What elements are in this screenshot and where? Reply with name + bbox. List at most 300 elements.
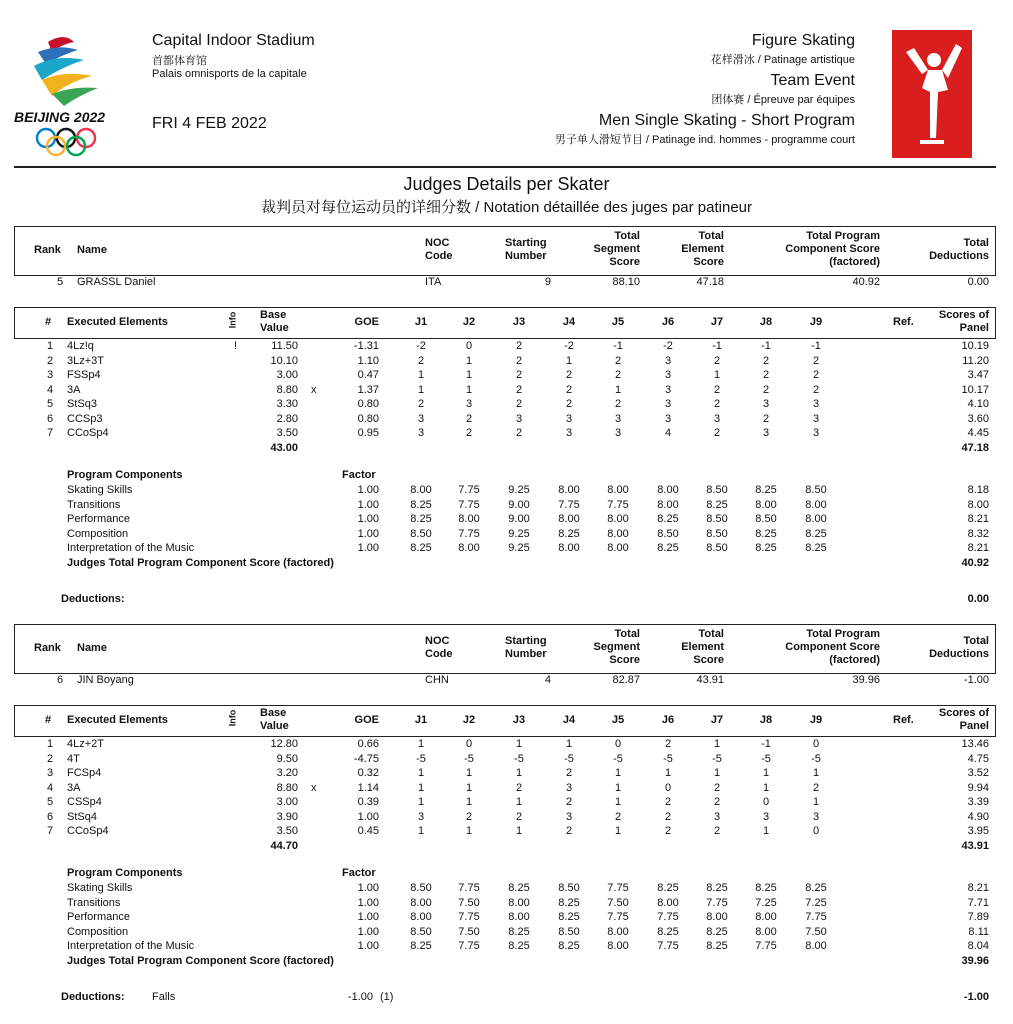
judge-goe-j8: 1 bbox=[762, 781, 770, 794]
program-components-header: Program Components bbox=[67, 469, 183, 481]
element-goe: 1.10 bbox=[357, 354, 379, 367]
judges-total-pcs-value: 40.92 bbox=[961, 556, 989, 569]
noc-header-2: Code bbox=[425, 250, 453, 262]
element-base-value: 3.00 bbox=[276, 369, 298, 381]
judge-mark-j2: 7.75 bbox=[458, 527, 480, 540]
judge-mark-j3: 8.00 bbox=[508, 896, 530, 909]
judge-goe-j6: -2 bbox=[663, 340, 673, 352]
component-score: 8.11 bbox=[968, 925, 989, 938]
judge-header-j2: J2 bbox=[462, 316, 476, 328]
judge-mark-j8: 8.25 bbox=[755, 484, 777, 496]
element-goe: 0.80 bbox=[357, 398, 379, 410]
judge-mark-j9: 8.00 bbox=[805, 513, 827, 525]
element-base-value: 3.50 bbox=[276, 427, 298, 439]
element-code: CCoSp4 bbox=[67, 825, 109, 837]
judge-goe-j9: 2 bbox=[812, 369, 820, 381]
judge-goe-j6: 2 bbox=[664, 796, 672, 808]
element-base-value: 8.80 bbox=[276, 781, 298, 794]
judge-goe-j5: 3 bbox=[614, 412, 622, 425]
judge-header-j1: J1 bbox=[414, 714, 428, 726]
tes-header: Total bbox=[698, 628, 724, 640]
judge-goe-j9: 2 bbox=[812, 354, 820, 367]
element-number: 6 bbox=[47, 810, 54, 823]
judge-goe-j7: 2 bbox=[713, 383, 721, 396]
judge-goe-j2: 3 bbox=[465, 398, 473, 410]
judge-goe-j4: 2 bbox=[565, 825, 573, 837]
element-code: 3A bbox=[67, 781, 81, 794]
judge-header-j8: J8 bbox=[759, 316, 773, 328]
judge-mark-j1: 8.25 bbox=[410, 498, 432, 511]
judge-mark-j4: 8.25 bbox=[558, 527, 580, 540]
component-factor: 1.00 bbox=[357, 542, 379, 554]
pcs-header: Component Score bbox=[785, 243, 880, 255]
judge-mark-j8: 8.25 bbox=[755, 527, 777, 540]
base-value-total: 43.00 bbox=[270, 441, 298, 454]
skater-deductions: -1.00 bbox=[963, 674, 989, 686]
skater-name: JIN Boyang bbox=[77, 674, 134, 686]
tss-header: Segment bbox=[593, 641, 640, 653]
element-score: 4.90 bbox=[967, 810, 989, 823]
judge-mark-j8: 8.25 bbox=[755, 542, 777, 554]
rank-header: Rank bbox=[34, 244, 61, 256]
judge-goe-j5: 1 bbox=[614, 767, 622, 779]
judge-goe-j3: 2 bbox=[515, 383, 523, 396]
judge-header-j9: J9 bbox=[809, 714, 823, 726]
judge-goe-j1: 3 bbox=[417, 810, 425, 823]
element-code: 3Lz+3T bbox=[67, 354, 104, 367]
judge-goe-j6: 3 bbox=[664, 383, 672, 396]
element-base-value: 3.90 bbox=[276, 810, 298, 823]
pcs-header: Total Program bbox=[806, 230, 880, 242]
element-score: 3.95 bbox=[967, 825, 989, 837]
judge-mark-j9: 7.75 bbox=[805, 911, 827, 923]
judge-mark-j3: 8.25 bbox=[508, 925, 530, 938]
element-code: 4Lz!q bbox=[67, 340, 94, 352]
judge-header-j4: J4 bbox=[562, 316, 576, 328]
judge-goe-j4: 3 bbox=[565, 810, 573, 823]
judge-goe-j8: 3 bbox=[762, 427, 770, 439]
element-number: 2 bbox=[47, 752, 54, 765]
judge-goe-j8: 1 bbox=[762, 767, 770, 779]
judge-goe-j5: 3 bbox=[614, 427, 622, 439]
starting-header-2: Number bbox=[505, 250, 547, 262]
judge-mark-j6: 7.75 bbox=[657, 940, 679, 952]
judge-mark-j9: 8.00 bbox=[805, 940, 827, 952]
deductions-header: Deductions bbox=[929, 648, 989, 660]
element-score-total: 43.91 bbox=[961, 839, 989, 852]
judge-mark-j7: 8.50 bbox=[706, 513, 728, 525]
judge-header-j5: J5 bbox=[611, 714, 625, 726]
judge-mark-j6: 8.25 bbox=[657, 542, 679, 554]
judge-mark-j5: 7.75 bbox=[607, 882, 629, 894]
judge-mark-j7: 8.50 bbox=[706, 527, 728, 540]
judge-mark-j4: 8.25 bbox=[558, 896, 580, 909]
judge-mark-j7: 8.25 bbox=[706, 925, 728, 938]
goe-header: GOE bbox=[354, 714, 379, 726]
pcs-header: Component Score bbox=[785, 641, 880, 653]
judge-goe-j5: -5 bbox=[613, 752, 623, 765]
judge-mark-j3: 9.25 bbox=[508, 542, 530, 554]
deduction-type: Falls bbox=[152, 991, 176, 1003]
deduction-value: -1.00 bbox=[347, 991, 373, 1003]
starting-header-2: Number bbox=[505, 648, 547, 660]
judge-mark-j3: 8.25 bbox=[508, 882, 530, 894]
judge-header-j9: J9 bbox=[809, 316, 823, 328]
judge-mark-j6: 8.00 bbox=[657, 498, 679, 511]
component-name: Interpretation of the Music bbox=[67, 542, 195, 554]
judge-goe-j6: -5 bbox=[663, 752, 673, 765]
judge-mark-j5: 8.00 bbox=[607, 542, 629, 554]
judge-mark-j4: 8.00 bbox=[558, 484, 580, 496]
judge-goe-j3: 2 bbox=[515, 810, 523, 823]
number-header: # bbox=[45, 316, 52, 328]
judge-mark-j5: 7.75 bbox=[607, 911, 629, 923]
judge-mark-j6: 8.00 bbox=[657, 484, 679, 496]
judge-mark-j6: 7.75 bbox=[657, 911, 679, 923]
judge-goe-j5: 2 bbox=[614, 354, 622, 367]
number-header: # bbox=[45, 714, 52, 726]
element-code: CCSp3 bbox=[67, 412, 103, 425]
venue-french: Palais omnisports de la capitale bbox=[152, 68, 307, 80]
judge-goe-j1: 2 bbox=[417, 354, 425, 367]
judge-goe-j1: 1 bbox=[417, 369, 425, 381]
judge-header-j6: J6 bbox=[661, 714, 675, 726]
judge-mark-j1: 8.00 bbox=[410, 484, 432, 496]
element-base-value: 3.20 bbox=[276, 767, 298, 779]
info-header: Info bbox=[227, 709, 238, 727]
judge-mark-j2: 7.75 bbox=[458, 911, 480, 923]
judge-goe-j4: 2 bbox=[565, 383, 573, 396]
element-number: 3 bbox=[47, 767, 54, 779]
judge-header-j6: J6 bbox=[661, 316, 675, 328]
judge-mark-j1: 8.25 bbox=[410, 940, 432, 952]
judge-mark-j2: 7.75 bbox=[458, 498, 480, 511]
judge-mark-j9: 8.25 bbox=[805, 882, 827, 894]
tss-header: Score bbox=[609, 654, 640, 666]
factor-header: Factor bbox=[342, 867, 376, 879]
judge-goe-j2: 1 bbox=[465, 781, 473, 794]
judge-goe-j8: 3 bbox=[762, 810, 770, 823]
element-goe: 1.00 bbox=[357, 810, 379, 823]
judge-mark-j8: 8.50 bbox=[755, 513, 777, 525]
judge-goe-j1: 3 bbox=[417, 427, 425, 439]
judge-goe-j4: 1 bbox=[565, 354, 573, 367]
judge-goe-j3: 2 bbox=[515, 340, 523, 352]
element-bonus-marker: x bbox=[311, 383, 317, 396]
judge-goe-j8: 2 bbox=[762, 369, 770, 381]
judge-header-j7: J7 bbox=[710, 316, 724, 328]
judge-goe-j2: -5 bbox=[464, 752, 474, 765]
component-factor: 1.00 bbox=[357, 498, 379, 511]
judge-goe-j2: 1 bbox=[465, 354, 473, 367]
segment-title: Men Single Skating - Short Program bbox=[598, 112, 855, 129]
judge-goe-j2: 1 bbox=[465, 383, 473, 396]
element-score: 10.17 bbox=[961, 383, 989, 396]
component-factor: 1.00 bbox=[357, 911, 379, 923]
judge-goe-j7: 2 bbox=[713, 398, 721, 410]
judge-mark-j9: 8.50 bbox=[805, 484, 827, 496]
judge-goe-j9: 1 bbox=[812, 767, 820, 779]
element-score: 13.46 bbox=[961, 738, 989, 750]
starting-header-1: Starting bbox=[505, 237, 547, 249]
judge-goe-j4: -2 bbox=[564, 340, 574, 352]
element-number: 3 bbox=[47, 369, 54, 381]
element-score: 11.20 bbox=[962, 354, 989, 367]
component-score: 8.32 bbox=[967, 527, 989, 540]
judge-goe-j5: 1 bbox=[614, 825, 622, 837]
judge-goe-j7: -1 bbox=[712, 340, 722, 352]
base-value-header-2: Value bbox=[260, 322, 289, 334]
element-number: 2 bbox=[47, 354, 54, 367]
judge-goe-j3: 2 bbox=[515, 354, 523, 367]
judge-mark-j2: 7.50 bbox=[458, 896, 480, 909]
noc-header-1: NOC bbox=[425, 237, 450, 249]
discipline-subtitle: 花样滑冰 / Patinage artistique bbox=[710, 54, 855, 66]
judge-mark-j4: 7.75 bbox=[558, 498, 580, 511]
scores-of-panel-header-2: Panel bbox=[959, 720, 989, 732]
judge-goe-j3: 1 bbox=[515, 767, 523, 779]
judge-goe-j6: 2 bbox=[664, 825, 672, 837]
name-header: Name bbox=[77, 244, 107, 256]
element-base-value: 9.50 bbox=[276, 752, 298, 765]
element-score: 3.52 bbox=[967, 767, 989, 779]
judge-mark-j6: 8.25 bbox=[657, 513, 679, 525]
deductions-header: Total bbox=[963, 237, 989, 249]
judge-mark-j4: 8.00 bbox=[558, 542, 580, 554]
judge-goe-j8: 2 bbox=[762, 412, 770, 425]
judge-mark-j7: 8.25 bbox=[706, 940, 728, 952]
judge-goe-j4: 2 bbox=[565, 398, 573, 410]
judge-goe-j3: 1 bbox=[515, 825, 523, 837]
element-score: 4.10 bbox=[967, 398, 989, 410]
element-base-value: 11.50 bbox=[271, 340, 298, 352]
judge-goe-j7: 2 bbox=[713, 781, 721, 794]
tss-header: Total bbox=[614, 628, 640, 640]
judge-mark-j1: 8.00 bbox=[410, 896, 432, 909]
judge-mark-j7: 8.25 bbox=[706, 498, 728, 511]
judge-mark-j4: 8.00 bbox=[558, 513, 580, 525]
name-header: Name bbox=[77, 642, 107, 654]
tes-header: Score bbox=[693, 256, 724, 268]
element-code: 4T bbox=[67, 752, 80, 765]
judge-header-j3: J3 bbox=[512, 714, 526, 726]
judge-goe-j4: 1 bbox=[565, 738, 573, 750]
judge-goe-j2: 2 bbox=[465, 810, 473, 823]
component-name: Interpretation of the Music bbox=[67, 940, 195, 952]
skater-tss: 82.87 bbox=[612, 674, 640, 686]
judge-goe-j4: 3 bbox=[565, 427, 573, 439]
judge-goe-j6: 4 bbox=[664, 427, 672, 439]
judge-mark-j3: 9.00 bbox=[508, 498, 530, 511]
judge-mark-j4: 8.50 bbox=[558, 882, 580, 894]
component-score: 8.18 bbox=[967, 484, 989, 496]
judge-mark-j1: 8.25 bbox=[410, 513, 432, 525]
judge-goe-j2: 1 bbox=[465, 825, 473, 837]
venue-title: Capital Indoor Stadium bbox=[152, 32, 315, 49]
judge-mark-j4: 8.25 bbox=[558, 911, 580, 923]
judge-goe-j5: 1 bbox=[614, 796, 622, 808]
pcs-header: Total Program bbox=[806, 628, 880, 640]
judge-goe-j4: 3 bbox=[565, 781, 573, 794]
program-components-header: Program Components bbox=[67, 867, 183, 879]
judge-mark-j7: 7.75 bbox=[706, 896, 728, 909]
component-name: Performance bbox=[67, 513, 130, 525]
judge-mark-j3: 9.25 bbox=[508, 484, 530, 496]
judge-goe-j1: 1 bbox=[417, 738, 425, 750]
judge-header-j5: J5 bbox=[611, 316, 625, 328]
element-goe: -4.75 bbox=[353, 752, 379, 765]
tss-header: Score bbox=[609, 256, 640, 268]
element-number: 4 bbox=[47, 383, 54, 396]
component-factor: 1.00 bbox=[357, 484, 379, 496]
judge-mark-j9: 7.50 bbox=[805, 925, 827, 938]
rank-header: Rank bbox=[34, 642, 61, 654]
judge-goe-j1: 1 bbox=[417, 796, 425, 808]
judge-mark-j1: 8.50 bbox=[410, 925, 432, 938]
element-score: 3.39 bbox=[967, 796, 989, 808]
judge-goe-j9: 3 bbox=[812, 427, 820, 439]
judge-goe-j8: 2 bbox=[762, 354, 770, 367]
element-score: 3.47 bbox=[967, 369, 989, 381]
judge-mark-j7: 8.25 bbox=[706, 882, 728, 894]
judge-mark-j2: 7.75 bbox=[458, 882, 480, 894]
judge-mark-j6: 8.00 bbox=[657, 896, 679, 909]
component-name: Transitions bbox=[67, 498, 121, 511]
base-value-header-2: Value bbox=[260, 720, 289, 732]
judge-header-j7: J7 bbox=[710, 714, 724, 726]
judge-goe-j6: 2 bbox=[664, 738, 672, 750]
judge-mark-j2: 8.00 bbox=[458, 542, 480, 554]
element-score: 3.60 bbox=[967, 412, 989, 425]
element-number: 6 bbox=[47, 412, 54, 425]
element-number: 7 bbox=[47, 825, 54, 837]
venue-chinese: 首都体育馆 bbox=[152, 55, 207, 67]
element-goe: 0.47 bbox=[357, 369, 379, 381]
element-goe: 0.66 bbox=[357, 738, 379, 750]
element-score: 9.94 bbox=[967, 781, 989, 794]
judge-goe-j1: 1 bbox=[417, 767, 425, 779]
judge-mark-j8: 7.25 bbox=[755, 896, 777, 909]
deductions-total: -1.00 bbox=[963, 991, 989, 1003]
judge-mark-j8: 8.00 bbox=[755, 911, 777, 923]
judge-mark-j6: 8.25 bbox=[657, 882, 679, 894]
executed-elements-header: Executed Elements bbox=[67, 316, 168, 328]
element-code: 3A bbox=[67, 383, 81, 396]
judge-mark-j3: 9.00 bbox=[508, 513, 530, 525]
skater-noc: ITA bbox=[425, 276, 442, 288]
element-number: 5 bbox=[47, 796, 54, 808]
judge-goe-j6: 1 bbox=[664, 767, 672, 779]
judge-mark-j6: 8.25 bbox=[657, 925, 679, 938]
judge-goe-j7: -5 bbox=[712, 752, 722, 765]
element-base-value: 3.50 bbox=[276, 825, 298, 837]
judge-mark-j5: 8.00 bbox=[607, 925, 629, 938]
judge-mark-j1: 8.00 bbox=[410, 911, 432, 923]
judge-mark-j8: 8.25 bbox=[755, 882, 777, 894]
element-number: 1 bbox=[47, 738, 54, 750]
element-base-value: 12.80 bbox=[270, 738, 298, 750]
component-factor: 1.00 bbox=[357, 925, 379, 938]
element-base-value: 3.00 bbox=[276, 796, 298, 808]
component-score: 7.71 bbox=[967, 896, 989, 909]
judge-header-j8: J8 bbox=[759, 714, 773, 726]
judge-goe-j7: 2 bbox=[713, 354, 721, 367]
judge-goe-j9: -1 bbox=[811, 340, 821, 352]
judge-goe-j2: 2 bbox=[465, 412, 473, 425]
noc-header-1: NOC bbox=[425, 635, 450, 647]
judge-goe-j8: -5 bbox=[761, 752, 771, 765]
judge-goe-j1: 3 bbox=[417, 412, 425, 425]
judges-total-pcs-label: Judges Total Program Component Score (factored) bbox=[67, 556, 334, 569]
element-code: 4Lz+2T bbox=[67, 738, 104, 750]
tes-header: Element bbox=[681, 641, 724, 653]
judge-goe-j6: 3 bbox=[664, 354, 672, 367]
judge-goe-j3: 1 bbox=[515, 796, 523, 808]
judge-mark-j1: 8.25 bbox=[410, 542, 432, 554]
element-goe: 1.37 bbox=[357, 383, 379, 396]
judge-mark-j7: 8.00 bbox=[706, 911, 728, 923]
noc-header-2: Code bbox=[425, 648, 453, 660]
judge-goe-j1: 1 bbox=[417, 781, 425, 794]
judge-goe-j3: -5 bbox=[514, 752, 524, 765]
judge-goe-j7: 1 bbox=[713, 767, 721, 779]
judge-goe-j2: 1 bbox=[465, 369, 473, 381]
judge-goe-j1: 2 bbox=[417, 398, 425, 410]
element-goe: 0.32 bbox=[357, 767, 379, 779]
judge-goe-j6: 3 bbox=[664, 412, 672, 425]
judge-goe-j9: 2 bbox=[812, 383, 820, 396]
element-base-value: 2.80 bbox=[276, 412, 298, 425]
element-bonus-marker: x bbox=[311, 781, 317, 794]
component-name: Performance bbox=[67, 911, 130, 923]
deduction-count: (1) bbox=[380, 991, 394, 1003]
judge-mark-j5: 8.00 bbox=[607, 527, 629, 540]
judge-mark-j8: 7.75 bbox=[755, 940, 777, 952]
skater-pcs: 39.96 bbox=[852, 674, 880, 686]
skater-name: GRASSL Daniel bbox=[77, 276, 156, 288]
judge-goe-j8: 2 bbox=[762, 383, 770, 396]
judge-goe-j5: 2 bbox=[614, 398, 622, 410]
skater-pcs: 40.92 bbox=[852, 276, 880, 288]
judge-mark-j1: 8.50 bbox=[410, 882, 432, 894]
figure-skating-pictogram bbox=[892, 30, 972, 158]
event-subtitle: 团体赛 / Épreuve par équipes bbox=[711, 94, 855, 106]
ref-header: Ref. bbox=[893, 316, 914, 328]
judge-goe-j6: 3 bbox=[664, 369, 672, 381]
judge-goe-j9: 3 bbox=[812, 398, 820, 410]
judge-goe-j8: -1 bbox=[761, 340, 771, 352]
element-goe: 0.95 bbox=[357, 427, 379, 439]
element-base-value: 3.30 bbox=[276, 398, 298, 410]
deductions-label: Deductions: bbox=[61, 991, 125, 1003]
judge-mark-j4: 8.25 bbox=[558, 940, 580, 952]
deductions-header: Deductions bbox=[929, 250, 989, 262]
component-score: 8.21 bbox=[967, 513, 989, 525]
element-score: 4.75 bbox=[967, 752, 989, 765]
scores-of-panel-header-1: Scores of bbox=[938, 309, 989, 321]
judge-mark-j6: 8.50 bbox=[657, 527, 679, 540]
judge-goe-j3: 1 bbox=[515, 738, 523, 750]
tss-header: Total bbox=[614, 230, 640, 242]
judge-goe-j2: 0 bbox=[465, 340, 473, 352]
component-name: Skating Skills bbox=[67, 484, 133, 496]
judge-mark-j9: 7.25 bbox=[805, 896, 827, 909]
element-number: 4 bbox=[47, 781, 54, 794]
judge-goe-j7: 2 bbox=[713, 796, 721, 808]
factor-header: Factor bbox=[342, 469, 376, 481]
segment-subtitle: 男子单人滑短节目 / Patinage ind. hommes - programme court bbox=[554, 134, 855, 146]
component-score: 7.89 bbox=[967, 911, 989, 923]
